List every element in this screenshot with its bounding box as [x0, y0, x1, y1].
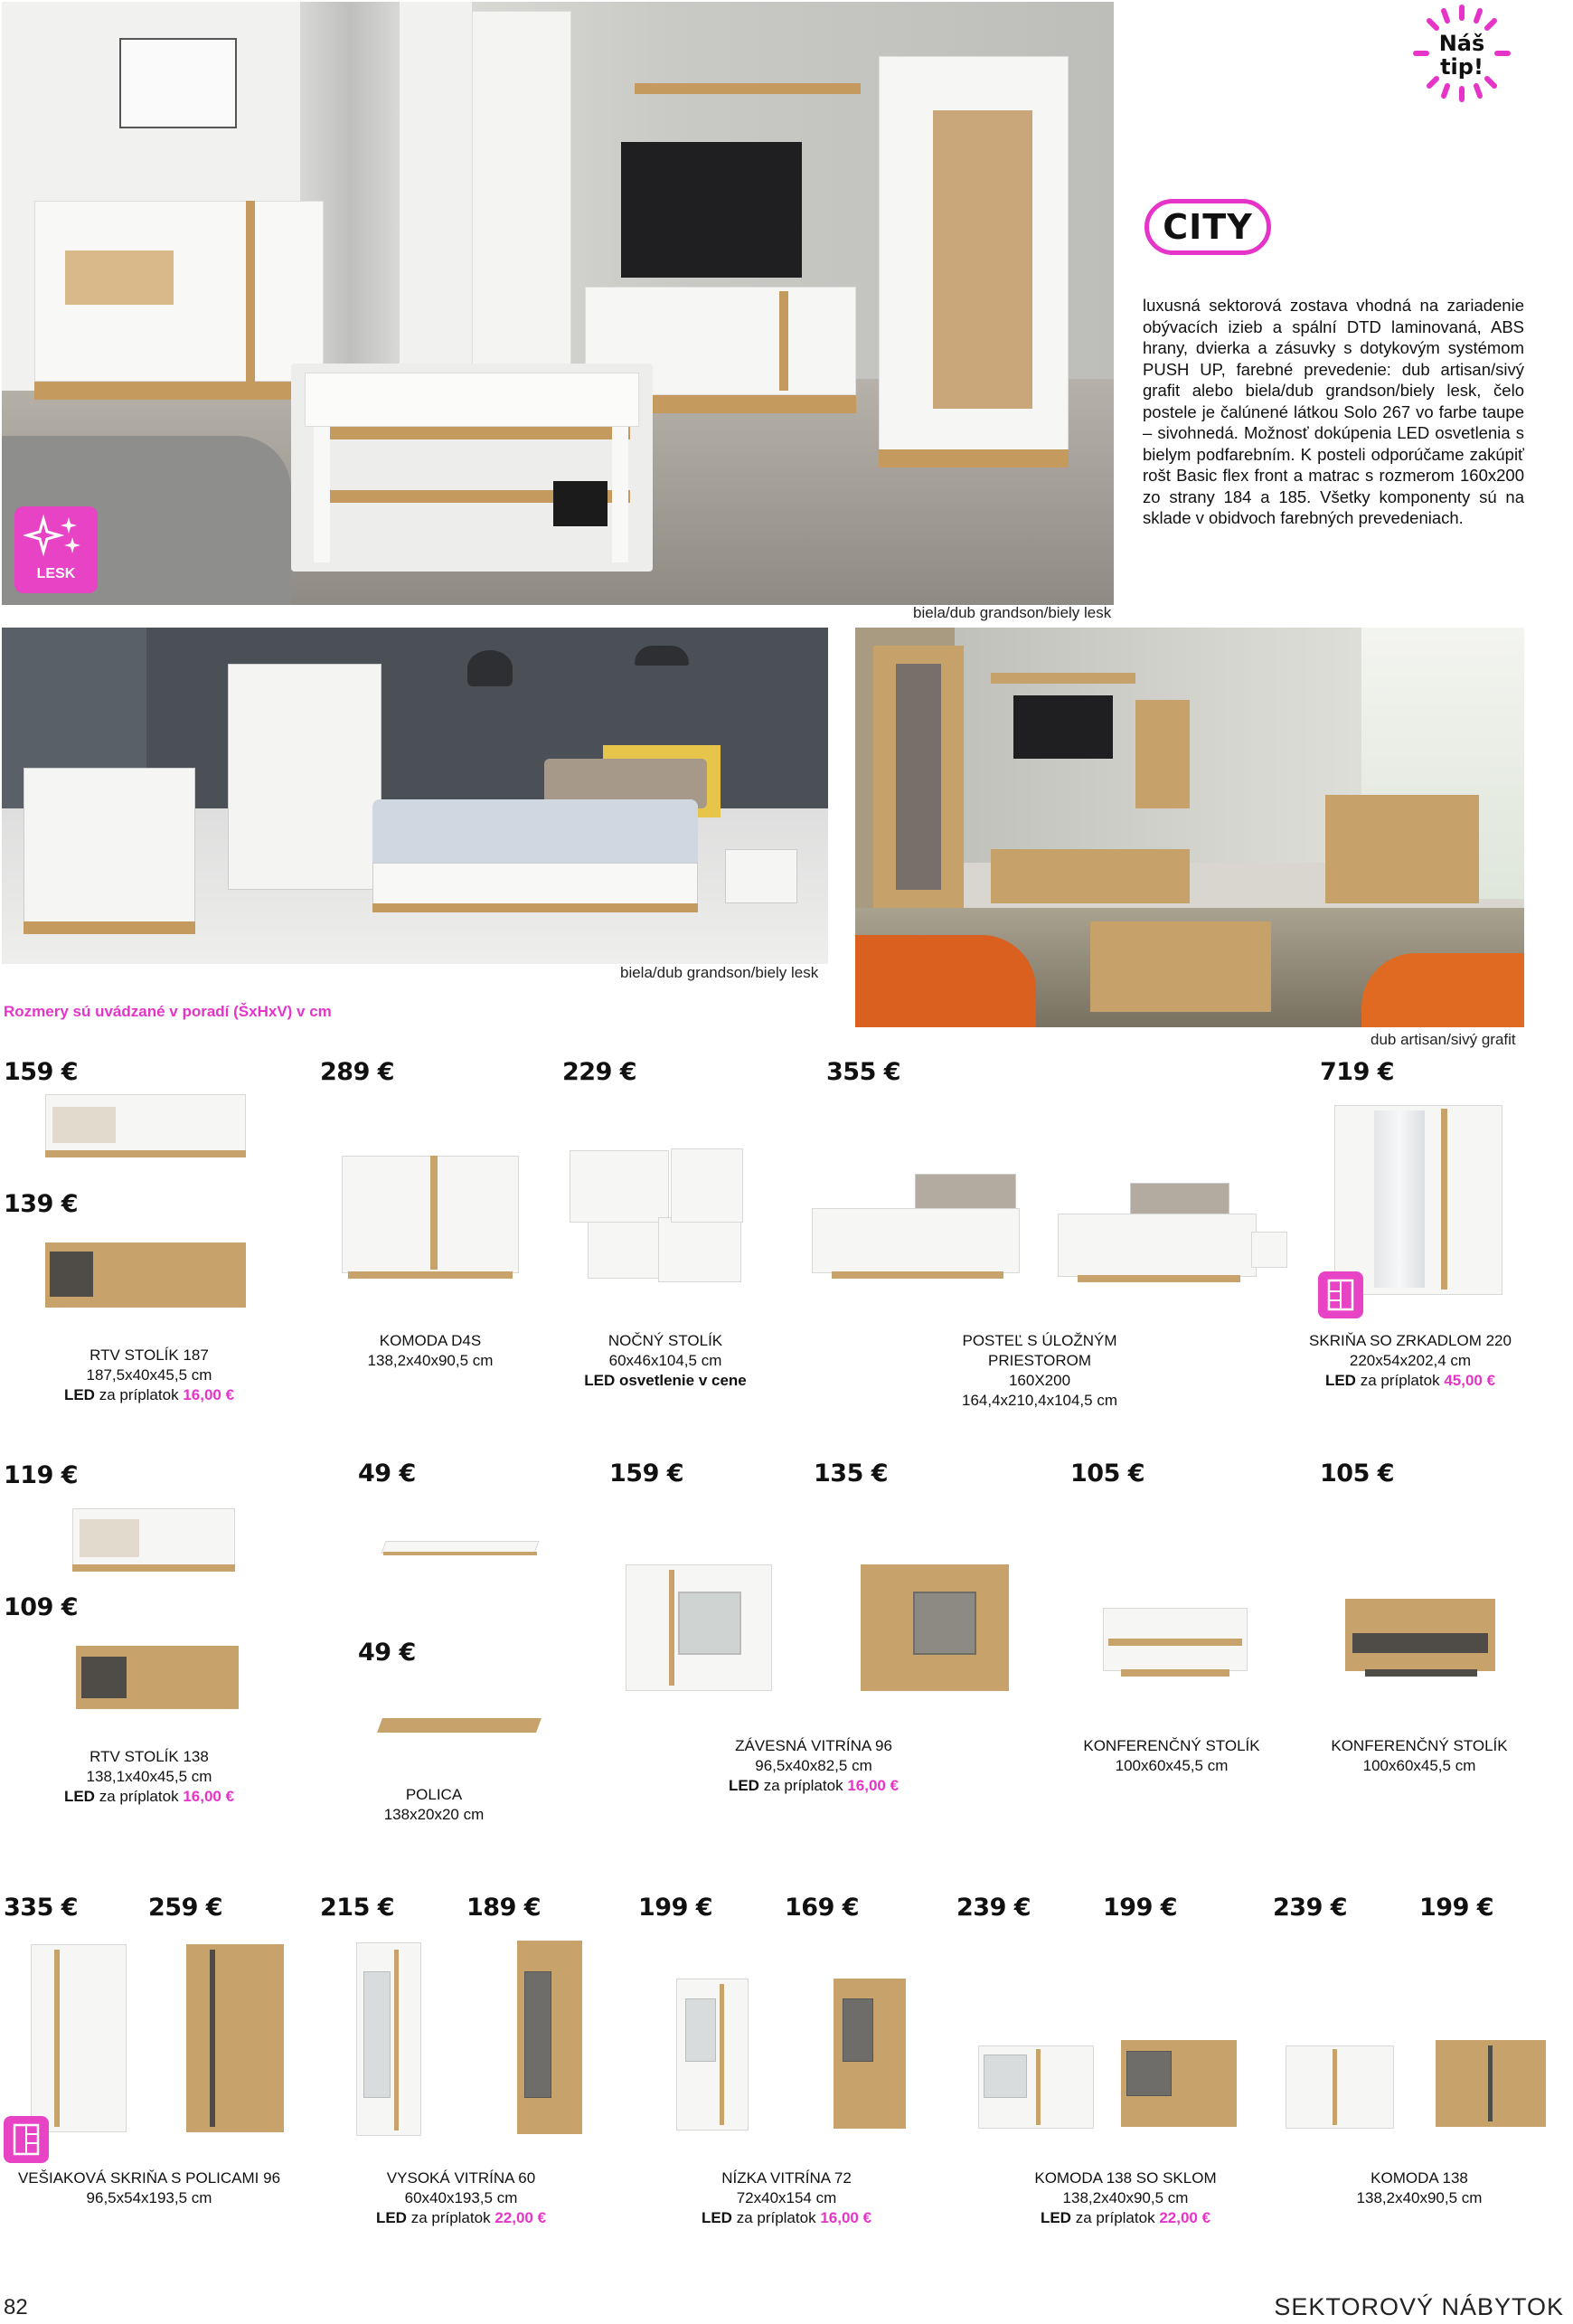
- wardrobe-icon: [1318, 1271, 1363, 1318]
- rtv-187-led: LED za príplatok 16,00 €: [63, 1386, 235, 1403]
- rtv-187-dim: 187,5x40x45,5 cm: [86, 1366, 212, 1384]
- dimensions-note: Rozmery sú uvádzané v poradí (ŠxHxV) v cm: [4, 1003, 332, 1020]
- nizka-name: NÍZKA VITRÍNA 72: [721, 2169, 852, 2187]
- label-komoda-sklo: [1003, 2168, 1248, 2228]
- vysoka-led: LED za príplatok 22,00 €: [375, 2209, 547, 2226]
- konferencny-white-base: [1121, 1669, 1229, 1677]
- komoda-sklo-oak-glass: [1126, 2051, 1172, 2096]
- vesiak-white-strip: [54, 1950, 60, 2127]
- nizka-oak-glass: [843, 1998, 873, 2062]
- lesk-badge: [14, 506, 98, 593]
- komoda-138-dim: 138,2x40x90,5 cm: [1356, 2189, 1483, 2206]
- oak-living-photo: [855, 628, 1524, 1027]
- zavesna-name: ZÁVESNÁ VITRÍNA 96: [735, 1737, 892, 1754]
- svg-text:tip!: tip!: [1440, 54, 1484, 80]
- label-polica: [344, 1785, 524, 1825]
- postel-dim-1: 160X200: [1008, 1372, 1071, 1389]
- nocny-stolik-left-image: [588, 1217, 660, 1279]
- postel-base-1: [832, 1271, 1003, 1279]
- price-postel: 355 €: [826, 1058, 901, 1086]
- konferencny-2-dim: 100x60x45,5 cm: [1362, 1757, 1476, 1774]
- komoda-138-white-strip: [1333, 2049, 1337, 2125]
- nocny-stolik-right-image: [658, 1217, 741, 1282]
- label-rtv-187: [36, 1346, 262, 1405]
- price-komoda-sklo-oak: 199 €: [1103, 1894, 1178, 1922]
- nizka-dim: 72x40x154 cm: [736, 2189, 837, 2206]
- nas-tip-badge-icon: [1412, 4, 1512, 103]
- price-vesiak-oak: 259 €: [148, 1894, 223, 1922]
- postel-image-1: [812, 1208, 1020, 1273]
- postel-dim-2: 164,4x210,4x104,5 cm: [961, 1392, 1117, 1409]
- price-nizka-white: 199 €: [638, 1894, 713, 1922]
- section-title: SEKTOROVÝ NÁBYTOK: [1274, 2293, 1564, 2320]
- price-rtv-187-white: 159 €: [4, 1058, 79, 1086]
- vesiak-dim: 96,5x54x193,5 cm: [86, 2189, 212, 2206]
- polica-white-strip: [383, 1552, 537, 1555]
- nocny-stolik-led-note: LED osvetlenie v cene: [584, 1372, 747, 1389]
- skrina-zrkadlo-dim: 220x54x202,4 cm: [1349, 1352, 1472, 1369]
- vesiak-name: VEŠIAKOVÁ SKRIŇA S POLICAMI 96: [17, 2169, 281, 2187]
- rtv-187-white-oak-strip: [45, 1150, 246, 1157]
- vysoka-name: VYSOKÁ VITRÍNA 60: [386, 2169, 536, 2187]
- komoda-d4s-oak-strip: [430, 1156, 438, 1270]
- sparkle-icon: [24, 514, 87, 557]
- postel-name: POSTEĽ S ÚLOŽNÝM PRIESTOROM: [962, 1332, 1117, 1369]
- postel-image-2: [1058, 1214, 1257, 1277]
- rtv-187-name: RTV STOLÍK 187: [89, 1346, 209, 1364]
- rtv-138-oak-shelf: [81, 1657, 127, 1698]
- lesk-label: LESK: [36, 566, 76, 581]
- price-rtv-138-white: 119 €: [4, 1461, 79, 1489]
- konferencny-1-dim: 100x60x45,5 cm: [1115, 1757, 1229, 1774]
- zavesna-dim: 96,5x40x82,5 cm: [755, 1757, 872, 1774]
- zavesna-white-strip: [669, 1570, 674, 1686]
- label-konferencny-1: [1054, 1736, 1289, 1776]
- komoda-sklo-white-glass: [984, 2055, 1027, 2098]
- rtv-138-white-base: [72, 1564, 235, 1572]
- skrina-zrkadlo-led: LED za príplatok 45,00 €: [1324, 1372, 1496, 1389]
- komoda-sklo-led: LED za príplatok 22,00 €: [1040, 2209, 1211, 2226]
- postel-headboard-1: [915, 1174, 1016, 1210]
- svg-text:Náš: Náš: [1438, 31, 1485, 56]
- price-skrina-zrkadlo: 719 €: [1320, 1058, 1395, 1086]
- postel-base-2: [1078, 1275, 1240, 1282]
- price-zavesna-oak: 135 €: [814, 1460, 889, 1488]
- polica-dim: 138x20x20 cm: [383, 1806, 485, 1823]
- zavesna-led: LED za príplatok 16,00 €: [728, 1777, 900, 1794]
- price-vysoka-white: 215 €: [320, 1894, 395, 1922]
- vesiak-oak-image: [186, 1944, 284, 2132]
- label-nizka: [669, 2168, 904, 2228]
- nocny-stolik-dim: 60x46x104,5 cm: [608, 1352, 722, 1369]
- komoda-138-oak-strip: [1488, 2045, 1493, 2121]
- nizka-white-strip: [720, 1984, 724, 2125]
- price-polica-white: 49 €: [358, 1460, 416, 1488]
- price-rtv-187-oak: 139 €: [4, 1190, 79, 1218]
- price-komoda-d4s: 289 €: [320, 1058, 395, 1086]
- rtv-138-dim: 138,1x40x45,5 cm: [86, 1768, 212, 1785]
- komoda-138-name: KOMODA 138: [1370, 2169, 1468, 2187]
- komoda-d4s-base: [348, 1271, 513, 1279]
- rtv-138-led: LED za príplatok 16,00 €: [63, 1788, 235, 1805]
- skrina-zrkadlo-oak-strip: [1441, 1109, 1447, 1290]
- konferencny-oak-shelf: [1352, 1633, 1488, 1653]
- konferencny-1-name: KONFERENČNÝ STOLÍK: [1083, 1737, 1260, 1754]
- komoda-sklo-name: KOMODA 138 SO SKLOM: [1034, 2169, 1217, 2187]
- vysoka-white-strip: [394, 1950, 399, 2130]
- label-konferencny-2: [1302, 1736, 1537, 1776]
- nizka-white-glass: [685, 1998, 716, 2062]
- living-room-photo: [2, 2, 1114, 605]
- rtv-187-oak-shelf: [50, 1252, 93, 1297]
- konferencny-2-name: KONFERENČNÝ STOLÍK: [1331, 1737, 1508, 1754]
- price-rtv-138-oak: 109 €: [4, 1593, 79, 1621]
- polica-oak-image: [377, 1718, 542, 1733]
- label-komoda-d4s: [313, 1331, 548, 1371]
- label-vesiak: [9, 2168, 289, 2208]
- nocny-stolik-left-panel: [570, 1150, 669, 1223]
- komoda-sklo-white-strip: [1036, 2049, 1041, 2125]
- label-komoda-138: [1311, 2168, 1528, 2208]
- rtv-138-white-shelf: [80, 1519, 139, 1557]
- nocny-stolik-right-panel: [671, 1148, 743, 1223]
- komoda-d4s-name: KOMODA D4S: [379, 1332, 482, 1349]
- vysoka-oak-glass: [524, 1971, 551, 2098]
- skrina-zrkadlo-mirror: [1374, 1110, 1425, 1288]
- konferencny-oak-base: [1365, 1669, 1477, 1677]
- label-vysoka: [344, 2168, 579, 2228]
- shelf-cabinet-icon: [4, 2116, 49, 2163]
- bedroom-caption: biela/dub grandson/biely lesk: [620, 964, 819, 981]
- polica-name: POLICA: [405, 1786, 463, 1803]
- product-description: luxusná sektorová zostava vhodná na zariadenie obývacích izieb a spální DTD laminovaná, ABS hrany, dvierka a zásuvky s dotykovým systémom PUSH UP, farebné prevedenie: dub artisan/sivý grafit alebo biela/dub grandson/biely lesk, čelo postele je čalúnené látkou Solo 267 vo farbe taupe – sivohnedá. Možnosť dokúpenia LED osvetlenia s bielym podfarebním. K posteli odporúčame zakúpiť rošt Basic flex front a matrac s rozmerom 160x200 zo strany 184 a 185. Všetky komponenty sú na sklade v obidvoch farebných prevedeniach.: [1143, 296, 1524, 527]
- skrina-zrkadlo-name: SKRIŇA SO ZRKADLOM 220: [1309, 1332, 1512, 1349]
- price-nizka-oak: 169 €: [785, 1894, 860, 1922]
- label-skrina-zrkadlo: [1293, 1331, 1528, 1391]
- konferencny-white-shelf: [1108, 1639, 1242, 1646]
- price-vysoka-oak: 189 €: [466, 1894, 542, 1922]
- postel-headboard-2: [1130, 1183, 1229, 1217]
- price-zavesna-white: 159 €: [609, 1460, 684, 1488]
- vysoka-dim: 60x40x193,5 cm: [404, 2189, 518, 2206]
- living-room-caption: biela/dub grandson/biely lesk: [913, 604, 1112, 621]
- page-number: 82: [4, 2295, 28, 2319]
- price-konferencny-oak: 105 €: [1320, 1460, 1395, 1488]
- price-komoda-sklo-white: 239 €: [956, 1894, 1031, 1922]
- price-nocny-stolik: 229 €: [562, 1058, 637, 1086]
- price-vesiak-white: 335 €: [4, 1894, 79, 1922]
- city-logo: CITY: [1144, 199, 1271, 255]
- komoda-d4s-dim: 138,2x40x90,5 cm: [367, 1352, 494, 1369]
- nizka-led: LED za príplatok 16,00 €: [701, 2209, 872, 2226]
- nocny-stolik-name: NOČNÝ STOLÍK: [608, 1332, 723, 1349]
- rtv-187-white-shelf: [52, 1107, 116, 1143]
- komoda-138-white-image: [1286, 2045, 1394, 2129]
- vesiak-white-image: [31, 1944, 127, 2132]
- zavesna-white-glass: [678, 1592, 741, 1655]
- label-rtv-138: [36, 1747, 262, 1807]
- label-postel: [913, 1331, 1166, 1411]
- rtv-138-name: RTV STOLÍK 138: [89, 1748, 209, 1765]
- price-polica-oak: 49 €: [358, 1639, 416, 1667]
- bedroom-photo: [2, 628, 828, 964]
- komoda-sklo-dim: 138,2x40x90,5 cm: [1062, 2189, 1189, 2206]
- label-nocny-stolik: [548, 1331, 783, 1391]
- zavesna-oak-glass: [913, 1592, 976, 1655]
- vesiak-oak-strip: [210, 1950, 215, 2127]
- oak-living-caption: dub artisan/sivý grafit: [1370, 1031, 1516, 1048]
- price-komoda-138-white: 239 €: [1273, 1894, 1348, 1922]
- vysoka-white-glass: [363, 1971, 391, 2098]
- price-konferencny-white: 105 €: [1070, 1460, 1145, 1488]
- price-komoda-138-oak: 199 €: [1419, 1894, 1494, 1922]
- postel-side-table: [1251, 1232, 1287, 1268]
- label-zavesna: [696, 1736, 931, 1796]
